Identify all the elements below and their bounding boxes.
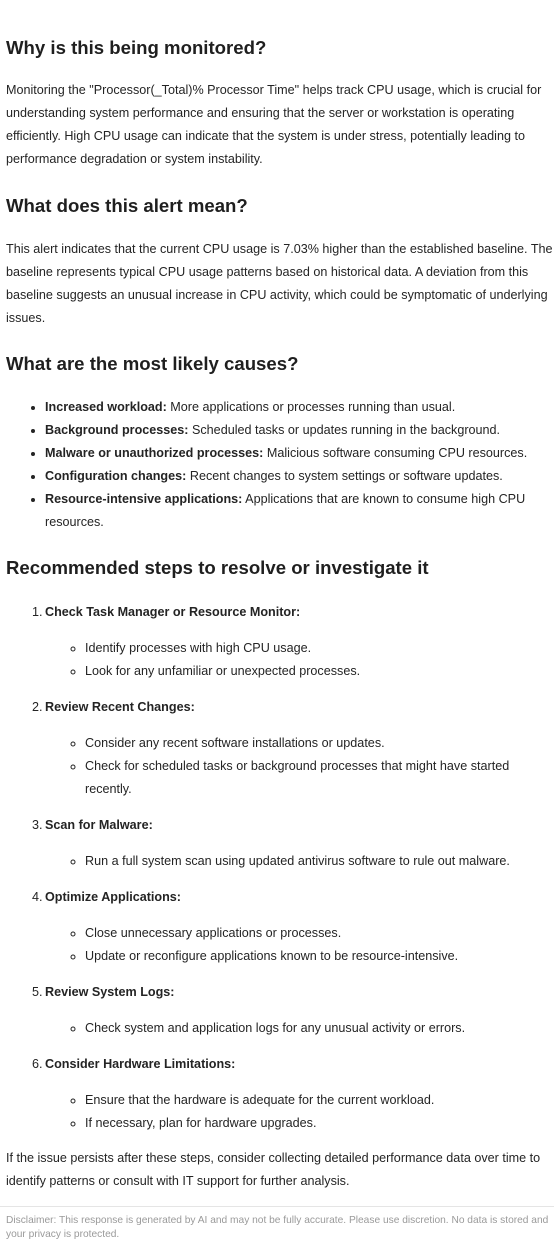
list-item — [45, 465, 554, 488]
cause-term: Increased workload: — [45, 400, 167, 414]
step-item: 4. Optimize Applications: ◦ Close unnecessary applications or processes. ◦ Update or reconfigure applications known to be resource-intensive. — [45, 886, 554, 968]
list-item: ◦ Consider any recent software installations or updates. — [85, 732, 554, 755]
step-item: 3. Scan for Malware: ◦ Run a full system scan using updated antivirus software to rule out malware. — [45, 814, 554, 873]
list-item: ◦ Ensure that the hardware is adequate for the current workload. — [85, 1089, 554, 1112]
cause-desc: Recent changes to system settings or software updates. — [186, 469, 503, 483]
heading-alert-meaning: What does this alert mean? — [6, 195, 248, 216]
step-item: 2. Review Recent Changes: ◦ Consider any recent software installations or updates. ◦ Check for scheduled tasks or background processes that might have started recently. — [45, 696, 554, 801]
cause-term: Configuration changes: — [45, 469, 187, 483]
list-item — [45, 488, 554, 534]
list-item: ◦ Run a full system scan using updated antivirus software to rule out malware. — [85, 850, 554, 873]
step-item: 5. Review System Logs: ◦ Check system and application logs for any unusual activity or errors. — [45, 981, 554, 1040]
steps-list — [6, 601, 554, 1148]
cause-term: Malware or unauthorized processes: — [45, 446, 264, 460]
substeps-list — [45, 637, 554, 683]
list-item: ◦ Identify processes with high CPU usage. — [85, 637, 554, 660]
list-item: ◦ Look for any unfamiliar or unexpected processes. — [85, 660, 554, 683]
list-item: ◦ Check system and application logs for any unusual activity or errors. — [85, 1017, 554, 1040]
disclaimer-text: Disclaimer: This response is generated by AI and may not be fully accurate. Please use discretion. No data is stored and your privacy is protected. — [6, 1215, 549, 1240]
step-title: Check Task Manager or Resource Monitor: — [45, 605, 301, 619]
step-item: 6. Consider Hardware Limitations: ◦ Ensure that the hardware is adequate for the current workload. ◦ If necessary, plan for hardware upgrades. — [45, 1053, 554, 1135]
paragraph-why-monitored: Monitoring the "Processor(_Total)% Processor Time" helps track CPU usage, which is crucial for understanding system performance and ensuring that the server or workstation is operating efficiently. High CPU usage can indicate that the system is under stress, potentially leading to performance degradation or system instability. — [6, 83, 542, 166]
heading-recommended-steps: Recommended steps to resolve or investigate it — [6, 557, 429, 578]
list-item: ◦ Check for scheduled tasks or background processes that might have started recently. — [85, 755, 554, 801]
cause-desc: More applications or processes running than usual. — [166, 400, 456, 414]
cause-term: Background processes: — [45, 423, 189, 437]
list-item — [45, 419, 554, 442]
step-title: Consider Hardware Limitations: — [45, 1057, 236, 1071]
substeps-list — [45, 1089, 554, 1135]
list-item — [45, 442, 554, 465]
list-item: ◦ Update or reconfigure applications known to be resource-intensive. — [85, 945, 554, 968]
list-item: ◦ If necessary, plan for hardware upgrades. — [85, 1112, 554, 1135]
step-title: Optimize Applications: — [45, 890, 181, 904]
list-item — [45, 396, 554, 419]
divider — [0, 1206, 554, 1207]
substeps-list — [45, 850, 554, 873]
heading-likely-causes: What are the most likely causes? — [6, 353, 299, 374]
step-item: 1. Check Task Manager or Resource Monitor: ◦ Identify processes with high CPU usage. ◦ Look for any unfamiliar or unexpected processes. — [45, 601, 554, 683]
paragraph-alert-meaning: This alert indicates that the current CPU usage is 7.03% higher than the established baseline. The baseline represents typical CPU usage patterns based on historical data. A deviation from this baseline suggests an unusual increase in CPU activity, which could be symptomatic of underlying issues. — [6, 242, 553, 325]
heading-why-monitored: Why is this being monitored? — [6, 37, 267, 58]
cause-term: Resource-intensive applications: — [45, 492, 243, 506]
list-item: ◦ Close unnecessary applications or processes. — [85, 922, 554, 945]
substeps-list — [45, 732, 554, 801]
causes-list — [6, 396, 554, 534]
step-title: Scan for Malware: — [45, 818, 153, 832]
cause-desc: Applications that are known to consume high CPU resources. — [45, 492, 526, 529]
substeps-list — [45, 922, 554, 968]
substeps-list — [45, 1017, 554, 1040]
cause-desc: Scheduled tasks or updates running in the background. — [188, 423, 501, 437]
step-title: Review Recent Changes: — [45, 700, 195, 714]
step-title: Review System Logs: — [45, 985, 175, 999]
closing-paragraph: If the issue persists after these steps, consider collecting detailed performance data over time to identify patterns or consult with IT support for further analysis. — [6, 1151, 541, 1188]
cause-desc: Malicious software consuming CPU resources. — [263, 446, 528, 460]
